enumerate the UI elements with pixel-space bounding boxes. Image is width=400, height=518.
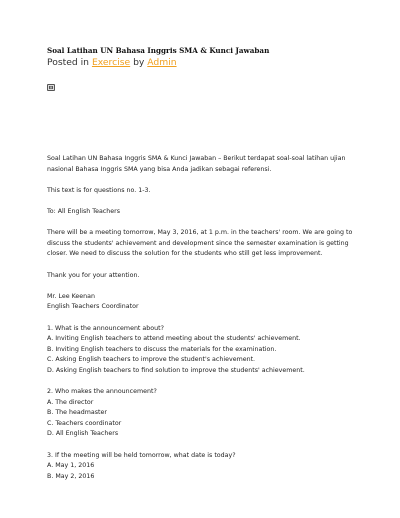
question-3-option-a: A. May 1, 2016 — [47, 462, 95, 470]
question-1-option-c: C. Asking English teachers to improve the student's achievement. — [47, 356, 256, 364]
question-1-option-a: A. Inviting English teachers to attend meeting about the students' achievement. — [47, 335, 301, 343]
question-1-option-d: D. Asking English teachers to find solution to improve the students' achievement. — [47, 366, 305, 374]
category-link[interactable]: Exercise — [91, 57, 131, 68]
thanks-line: Thank you for your attention. — [47, 271, 140, 279]
question-1-option-b: B. Inviting English teachers to discuss the materials for the examination. — [47, 345, 277, 353]
to-line: To: All English Teachers — [47, 207, 121, 215]
intro-line-2: nasional Bahasa Inggris SMA yang bisa Anda jadikan sebagai referensi. — [47, 165, 272, 173]
author-link[interactable]: Admin — [147, 57, 177, 68]
image-icon — [47, 84, 55, 91]
question-2-option-b: B. The headmaster — [47, 409, 107, 417]
question-2-option-a: A. The director — [47, 398, 94, 406]
post-container — [47, 46, 367, 480]
body-line-3: closer. We need to discuss the solution for the students who still get less improvement. — [47, 250, 323, 258]
article-content — [47, 154, 367, 482]
signature-name: Mr. Lee Keenan — [47, 292, 95, 300]
question-2-option-c: C. Teachers coordinator — [47, 419, 122, 427]
meta-prefix: Posted in — [47, 57, 92, 68]
question-3-option-b: B. May 2, 2016 — [47, 472, 95, 480]
question-2-option-d: D. All English Teachers — [47, 430, 119, 438]
body-line-1: There will be a meeting tomorrow, May 3, 2016, at 1 p.m. in the teachers' room. We are going to — [47, 229, 353, 237]
question-2: 2. Who makes the announcement? — [47, 388, 157, 396]
questions-note: This text is for questions no. 1-3. — [47, 186, 151, 194]
body-line-2: discuss the students' achievement and development since the semester examination is getting — [47, 239, 349, 247]
intro-line-1: Soal Latihan UN Bahasa Inggris SMA & Kunci Jawaban – Berikut terdapat soal-soal latihan ujian — [47, 155, 346, 162]
meta-by: by — [130, 57, 148, 68]
signature-title: English Teachers Coordinator — [47, 303, 139, 311]
post-meta — [47, 57, 367, 69]
question-1: 1. What is the announcement about? — [47, 324, 164, 332]
question-3: 3. If the meeting will be held tomorrow, what date is today? — [47, 451, 236, 459]
post-title: Soal Latihan UN Bahasa Inggris SMA & Kunci Jawaban — [47, 46, 270, 55]
